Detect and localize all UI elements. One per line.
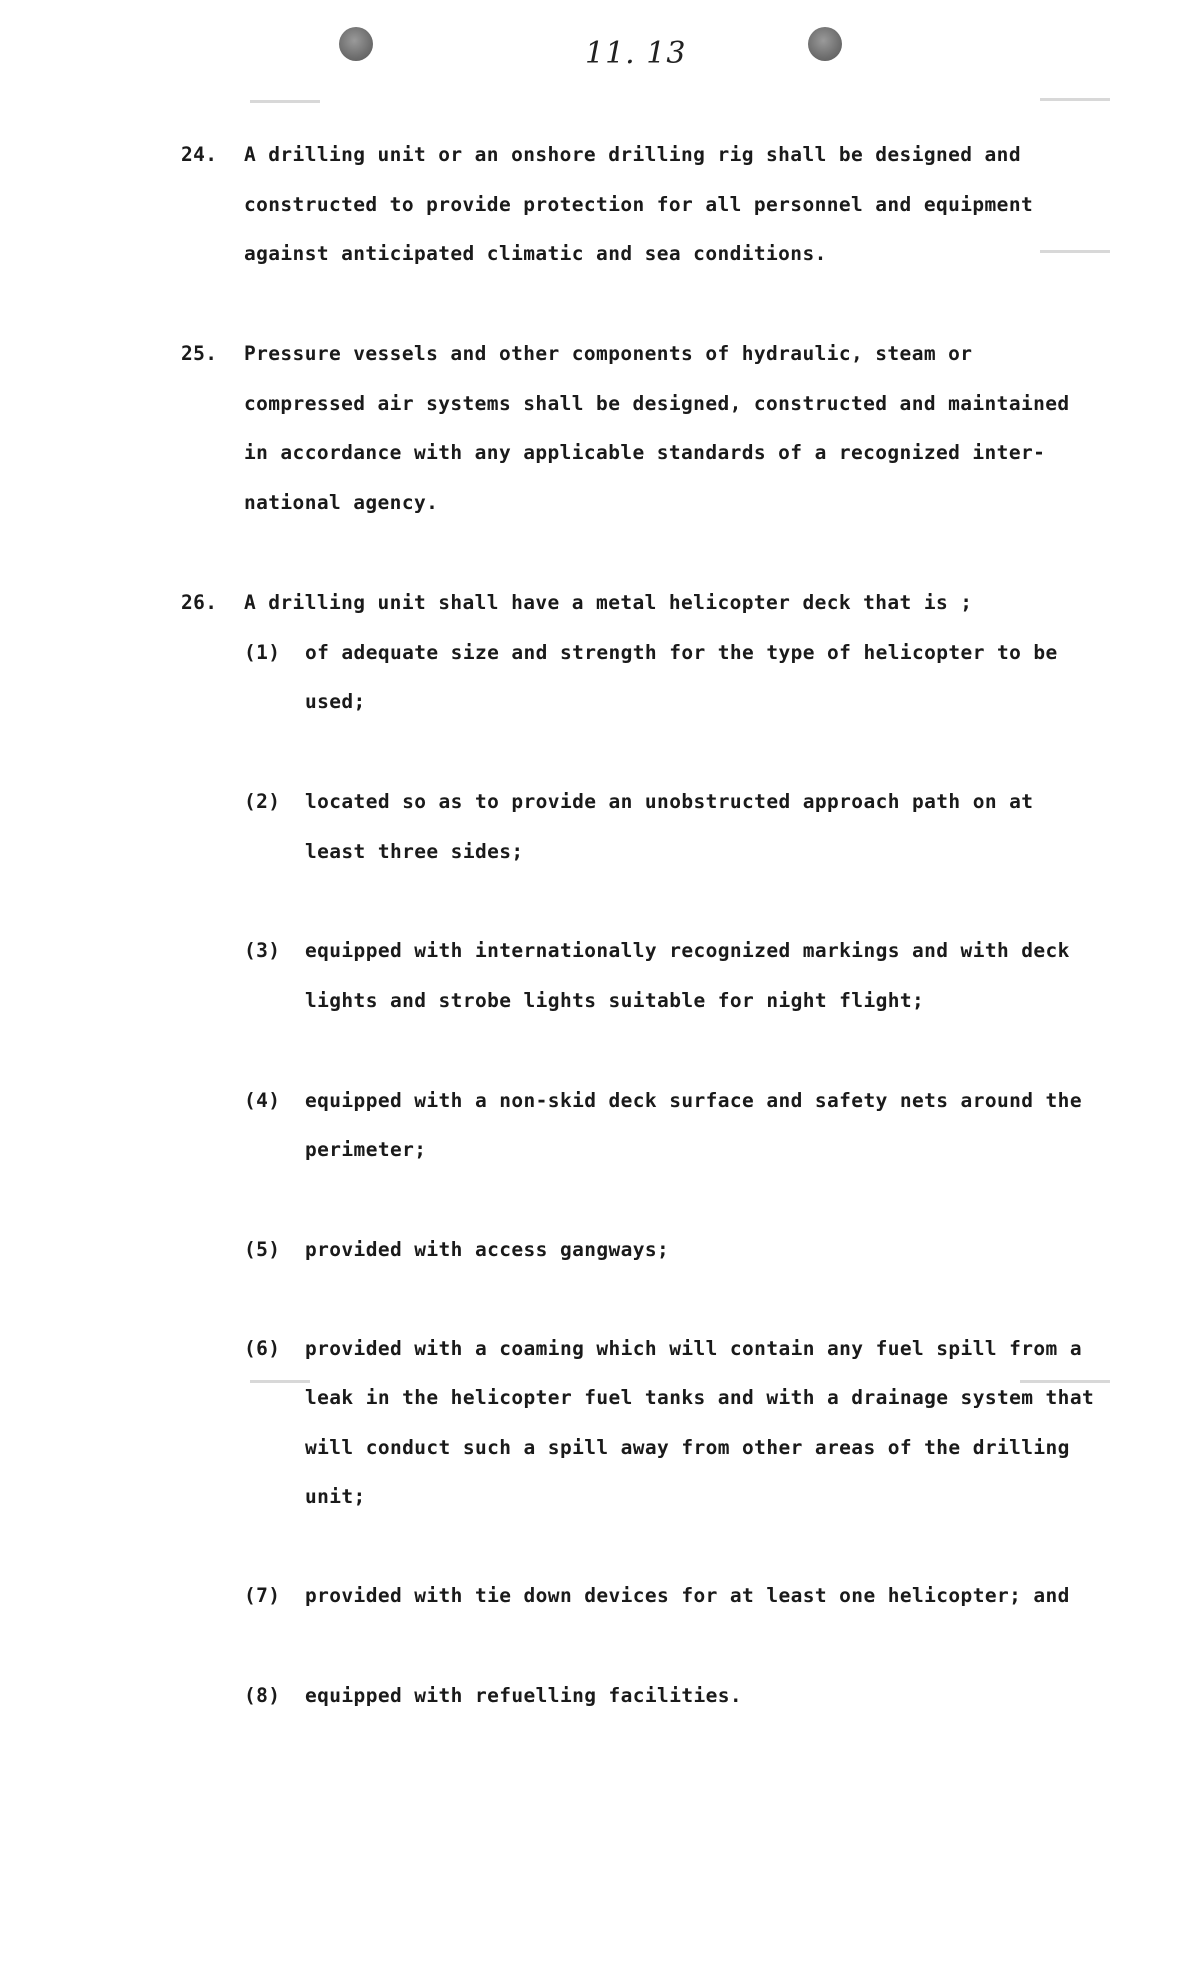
item-line: lights and strobe lights suitable for night flight; xyxy=(305,989,925,1012)
item-label: (6) xyxy=(244,1337,281,1360)
item-line: provided with access gangways; xyxy=(305,1238,670,1261)
paragraph-line: compressed air systems shall be designed, constructed and maintained xyxy=(244,392,1070,415)
punch-hole-right xyxy=(808,27,842,61)
handwritten-page-number: 11. 13 xyxy=(585,36,687,71)
item-line: will conduct such a spill away from other areas of the drilling xyxy=(305,1436,1070,1459)
item-label: (5) xyxy=(244,1238,281,1261)
punch-hole-left xyxy=(339,27,373,61)
item-line: perimeter; xyxy=(305,1138,427,1161)
paragraph-line: constructed to provide protection for all personnel and equipment xyxy=(244,193,1034,216)
item-label: (1) xyxy=(244,641,281,664)
item-line: equipped with internationally recognized markings and with deck xyxy=(305,939,1070,962)
paragraph-line: in accordance with any applicable standards of a recognized inter- xyxy=(244,441,1046,464)
paragraph-number: 24. xyxy=(181,143,218,166)
scan-smudge xyxy=(1040,250,1110,253)
item-line: of adequate size and strength for the type of helicopter to be xyxy=(305,641,1058,664)
paragraph-number: 26. xyxy=(181,591,218,614)
item-line: equipped with a non-skid deck surface and safety nets around the xyxy=(305,1089,1082,1112)
paragraph-line: national agency. xyxy=(244,491,439,514)
item-line: located so as to provide an unobstructed approach path on at xyxy=(305,790,1034,813)
item-line: used; xyxy=(305,690,366,713)
item-label: (4) xyxy=(244,1089,281,1112)
scan-smudge xyxy=(250,100,320,103)
item-line: equipped with refuelling facilities. xyxy=(305,1684,743,1707)
scan-smudge xyxy=(1040,98,1110,101)
paragraph-line: A drilling unit or an onshore drilling rig shall be designed and xyxy=(244,143,1021,166)
item-label: (8) xyxy=(244,1684,281,1707)
item-line: provided with tie down devices for at least one helicopter; and xyxy=(305,1584,1070,1607)
item-line: least three sides; xyxy=(305,840,524,863)
paragraph-line: against anticipated climatic and sea conditions. xyxy=(244,242,827,265)
paragraph-line: A drilling unit shall have a metal helicopter deck that is ; xyxy=(244,591,973,614)
scan-smudge xyxy=(250,1380,310,1383)
scan-smudge xyxy=(1020,1380,1110,1383)
item-label: (2) xyxy=(244,790,281,813)
item-line: unit; xyxy=(305,1485,366,1508)
item-line: leak in the helicopter fuel tanks and with a drainage system that xyxy=(305,1386,1095,1409)
paragraph-number: 25. xyxy=(181,342,218,365)
paragraph-line: Pressure vessels and other components of hydraulic, steam or xyxy=(244,342,973,365)
item-label: (7) xyxy=(244,1584,281,1607)
item-line: provided with a coaming which will contain any fuel spill from a xyxy=(305,1337,1082,1360)
item-label: (3) xyxy=(244,939,281,962)
